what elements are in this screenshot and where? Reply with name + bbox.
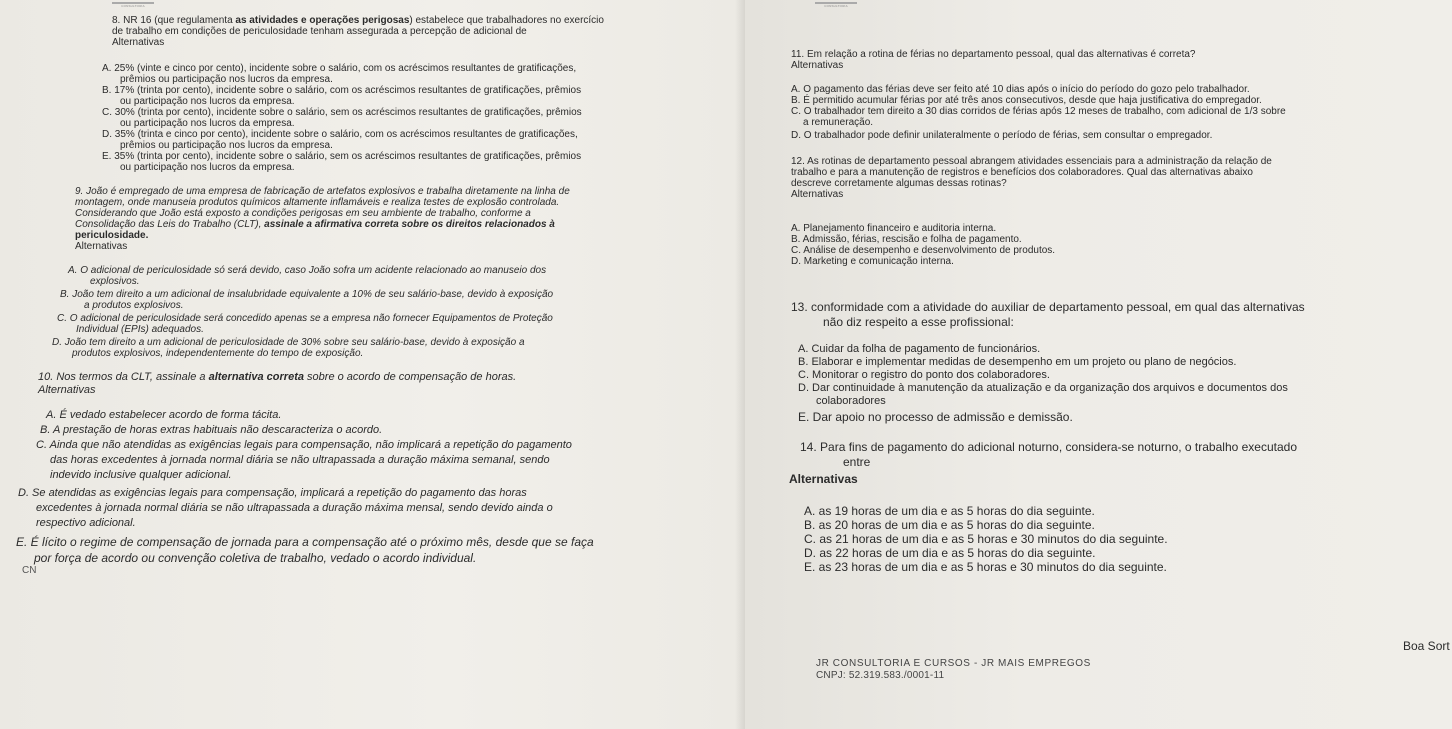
q9-option-b-cont: a produtos explosivos.: [84, 300, 184, 311]
q14-option-c: C. as 21 horas de um dia e as 5 horas e 30 minutos do dia seguinte.: [804, 532, 1168, 546]
q11-option-c-cont: a remuneração.: [803, 117, 874, 128]
q13-option-e: E. Dar apoio no processo de admissão e demissão.: [798, 410, 1073, 424]
q12-stem-line1: 12. As rotinas de departamento pessoal abrangem atividades essenciais para a administração da relação de: [791, 156, 1272, 167]
q13-option-d-cont: colaboradores: [816, 395, 886, 407]
q8-option-a-cont: prêmios ou participação nos lucros da empresa.: [120, 74, 333, 85]
q8-option-b-cont: ou participação nos lucros da empresa.: [120, 96, 295, 107]
q8-alternatives-label: Alternativas: [112, 37, 165, 48]
q9-option-d-cont: produtos explosivos, independentemente do tempo de exposição.: [72, 348, 364, 359]
q10-option-c: C. Ainda que não atendidas as exigências legais para compensação, não implicará a repetição do pagamento: [36, 439, 572, 451]
q12-stem-line2: trabalho e para a manutenção de registros e benefícios dos colaboradores. Qual das alternativas abaixo: [791, 167, 1253, 178]
q8-option-d: D. 35% (trinta e cinco por cento), incidente sobre o salário, com os acréscimos resultantes de gratificações,: [102, 129, 578, 140]
q9-stem-line4: Consolidação das Leis do Trabalho (CLT), assinale a afirmativa correta sobre os direitos relacionados à: [75, 219, 555, 230]
q11-option-a: A. O pagamento das férias deve ser feito até 10 dias após o início do período do gozo pelo trabalhador.: [791, 84, 1250, 95]
q12-option-a: A. Planejamento financeiro e auditoria interna.: [791, 223, 997, 234]
q8-option-b: B. 17% (trinta por cento), incidente sobre o salário, com os acréscimos resultantes de gratificações, prêmios: [102, 85, 582, 96]
q13-option-c: C. Monitorar o registro do ponto dos colaboradores.: [798, 369, 1050, 381]
q10-alternatives-label: Alternativas: [38, 384, 96, 396]
q13-stem-line1: 13. conformidade com a atividade do auxiliar de departamento pessoal, em qual das alternativas: [791, 300, 1305, 314]
q8-stem-line2: de trabalho em condições de periculosidade tenham assegurada a percepção de adicional de: [112, 26, 527, 37]
q10-option-d-cont1: excedentes à jornada normal diária se não ultrapassada a duração máxima mensal, sendo devido ainda o: [36, 502, 553, 514]
q9-option-a-cont: explosivos.: [90, 276, 140, 287]
q11-option-d: D. O trabalhador pode definir unilateralmente o período de férias, sem consultar o empregador.: [791, 130, 1213, 141]
q11-stem: 11. Em relação a rotina de férias no departamento pessoal, qual das alternativas é correta?: [791, 49, 1196, 60]
footer-right-cut-text: Boa Sort: [1403, 639, 1450, 653]
q10-option-d: D. Se atendidas as exigências legais para compensação, implicará a repetição do pagamento das horas: [18, 487, 527, 499]
q11-option-b: B. É permitido acumular férias por até três anos consecutivos, desde que haja justificativa do empregador.: [791, 95, 1262, 106]
q13-option-d: D. Dar continuidade à manutenção da atualização e da organização dos arquivos e documentos dos: [798, 382, 1288, 394]
q9-option-d: D. João tem direito a um adicional de periculosidade de 30% sobre seu salário-base, devido à exposição a: [52, 337, 525, 348]
q10-option-c-cont2: indevido inclusive qualquer adicional.: [50, 469, 232, 481]
q11-alternatives-label: Alternativas: [791, 60, 844, 71]
footer-company: JR CONSULTORIA E CURSOS - JR MAIS EMPREGOS: [816, 658, 1091, 669]
q8-option-a: A. 25% (vinte e cinco por cento), incidente sobre o salário, com os acréscimos resultantes de gratificações,: [102, 63, 577, 74]
q10-option-d-cont2: respectivo adicional.: [36, 517, 136, 529]
q14-alternatives-label: Alternativas: [789, 472, 858, 486]
q12-option-d: D. Marketing e comunicação interna.: [791, 256, 954, 267]
q9-stem-line5: periculosidade.: [75, 230, 149, 241]
q10-stem: 10. Nos termos da CLT, assinale a alternativa correta sobre o acordo de compensação de horas.: [38, 371, 517, 383]
q14-stem-line1: 14. Para fins de pagamento do adicional noturno, considera-se noturno, o trabalho executado: [800, 440, 1298, 454]
right-page: [745, 0, 1452, 729]
logo-right: CONSULTORIA: [815, 2, 857, 8]
q9-option-c: C. O adicional de periculosidade será concedido apenas se a empresa não fornecer Equipamentos de Proteção: [57, 313, 553, 324]
q9-option-a: A. O adicional de periculosidade só será devido, caso João sofra um acidente relacionado ao manuseio dos: [68, 265, 547, 276]
q8-option-d-cont: prêmios ou participação nos lucros da empresa.: [120, 140, 333, 151]
q10-option-e: E. É lícito o regime de compensação de jornada para a compensação até o próximo mês, desde que se faça: [16, 535, 594, 549]
q8-stem-line1: 8. NR 16 (que regulamenta as atividades e operações perigosas) estabelece que trabalhadores no exercício: [112, 15, 604, 26]
q9-option-c-cont: Individual (EPIs) adequados.: [76, 324, 204, 335]
q9-stem-line2: montagem, onde manuseia produtos químicos altamente inflamáveis e realiza testes de explosão controlada.: [75, 197, 560, 208]
q8-option-e-cont: ou participação nos lucros da empresa.: [120, 162, 295, 173]
q11-option-c: C. O trabalhador tem direito a 30 dias corridos de férias após 12 meses de trabalho, com adicional de 1/3 sobre: [791, 106, 1286, 117]
q12-alternatives-label: Alternativas: [791, 189, 844, 200]
q10-option-c-cont1: das horas excedentes à jornada normal diária se não ultrapassada a duração máxima semanal, sendo: [50, 454, 550, 466]
logo-left: CONSULTORIA: [112, 2, 154, 8]
q14-option-b: B. as 20 horas de um dia e as 5 horas do dia seguinte.: [804, 518, 1095, 532]
q9-stem-line3: Considerando que João está exposto a condições perigosas em seu ambiente de trabalho, conforme a: [75, 208, 531, 219]
q9-stem-line1: 9. João é empregado de uma empresa de fabricação de artefatos explosivos e trabalha diretamente na linha de: [75, 186, 570, 197]
q13-option-b: B. Elaborar e implementar medidas de desempenho em um projeto ou plano de negócios.: [798, 356, 1237, 368]
q12-option-c: C. Análise de desempenho e desenvolvimento de produtos.: [791, 245, 1056, 256]
footer-cnpj: CNPJ: 52.319.583./0001-11: [816, 670, 945, 681]
q9-alternatives-label: Alternativas: [75, 241, 128, 252]
q10-option-b: B. A prestação de horas extras habituais não descaracteriza o acordo.: [40, 424, 383, 436]
q14-option-d: D. as 22 horas de um dia e as 5 horas do dia seguinte.: [804, 546, 1096, 560]
q10-option-a: A. É vedado estabelecer acordo de forma tácita.: [46, 409, 282, 421]
q14-option-a: A. as 19 horas de um dia e as 5 horas do dia seguinte.: [804, 504, 1095, 518]
q13-stem-line2: não diz respeito a esse profissional:: [823, 315, 1014, 329]
q8-option-e: E. 35% (trinta por cento), incidente sobre o salário, sem os acréscimos resultantes de gratificações, prêmios: [102, 151, 582, 162]
q12-stem-line3: descreve corretamente algumas dessas rotinas?: [791, 178, 1007, 189]
q8-option-c: C. 30% (trinta por cento), incidente sobre o salário, sem os acréscimos resultantes de gratificações, prêmios: [102, 107, 582, 118]
q12-option-b: B. Admissão, férias, rescisão e folha de pagamento.: [791, 234, 1022, 245]
q10-corner-text: CN: [22, 565, 37, 576]
q10-option-e-cont: por força de acordo ou convenção coletiva de trabalho, vedado o acordo individual.: [34, 551, 477, 565]
q13-option-a: A. Cuidar da folha de pagamento de funcionários.: [798, 343, 1041, 355]
q9-option-b: B. João tem direito a um adicional de insalubridade equivalente a 10% de seu salário-base, devido à exposição: [60, 289, 554, 300]
q14-stem-line2: entre: [843, 455, 871, 469]
q14-option-e: E. as 23 horas de um dia e as 5 horas e 30 minutos do dia seguinte.: [804, 560, 1167, 574]
q8-option-c-cont: ou participação nos lucros da empresa.: [120, 118, 295, 129]
